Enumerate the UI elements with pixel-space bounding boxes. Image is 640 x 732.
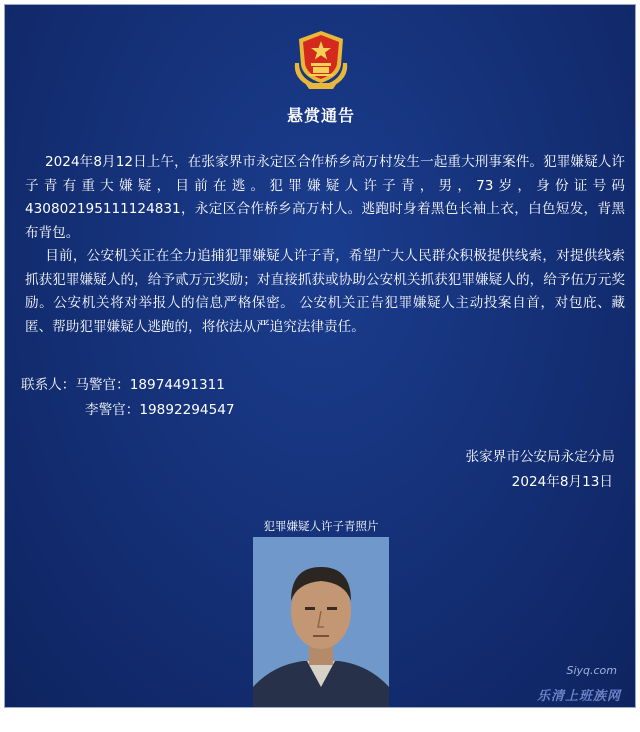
notice-poster: [4, 4, 636, 708]
watermark-site: 乐清上班族网: [536, 689, 621, 704]
contact-name-2: 李警官：: [85, 402, 140, 418]
case-description-text: 2024年8月12日上午，在张家界市永定区合作桥乡高万村发生一起重大刑事案件。犯罪嫌疑人许子青有重大嫌疑，目前在逃。犯罪嫌疑人许子青，男，73岁，身份证号码430802195111124831，永定区合作桥乡高万村人。逃跑时身着黑色长袖上衣，白色短发，背黑布背包。: [25, 154, 625, 241]
contact-line-1: [21, 373, 225, 393]
case-description-paragraph: [25, 151, 625, 245]
issue-date: 2024年8月13日: [511, 474, 613, 490]
photo-caption: 犯罪嫌疑人许子青照片: [263, 519, 379, 533]
contact-label: 联系人：: [21, 377, 76, 393]
contact-line-2: [85, 398, 235, 418]
notice-title: 悬赏通告: [286, 106, 355, 125]
contact-phone-2[interactable]: 19892294547: [139, 402, 235, 418]
reward-text: 目前，公安机关正在全力追捕犯罪嫌疑人许子青，希望广大人民群众积极提供线索，对提供线索抓获犯罪嫌疑人的，给予贰万元奖励；对直接抓获或协助公安机关抓获犯罪嫌疑人的，给予伍万元奖励。公安机关将对举报人的信息严格保密。 公安机关正告犯罪嫌疑人主动投案自首，对包庇、藏匿、帮助犯罪嫌疑人逃跑的，将依法从严追究法律责任。: [25, 248, 625, 335]
contact-phone-1[interactable]: 18974491311: [129, 377, 225, 393]
issuing-authority: 张家界市公安局永定分局: [465, 449, 615, 465]
reward-paragraph: [25, 245, 625, 339]
contact-name-1: 马警官：: [75, 377, 130, 393]
suspect-photo: [253, 537, 389, 708]
watermark-logo: Siyq.com: [566, 664, 617, 677]
police-emblem-icon: [289, 27, 353, 93]
